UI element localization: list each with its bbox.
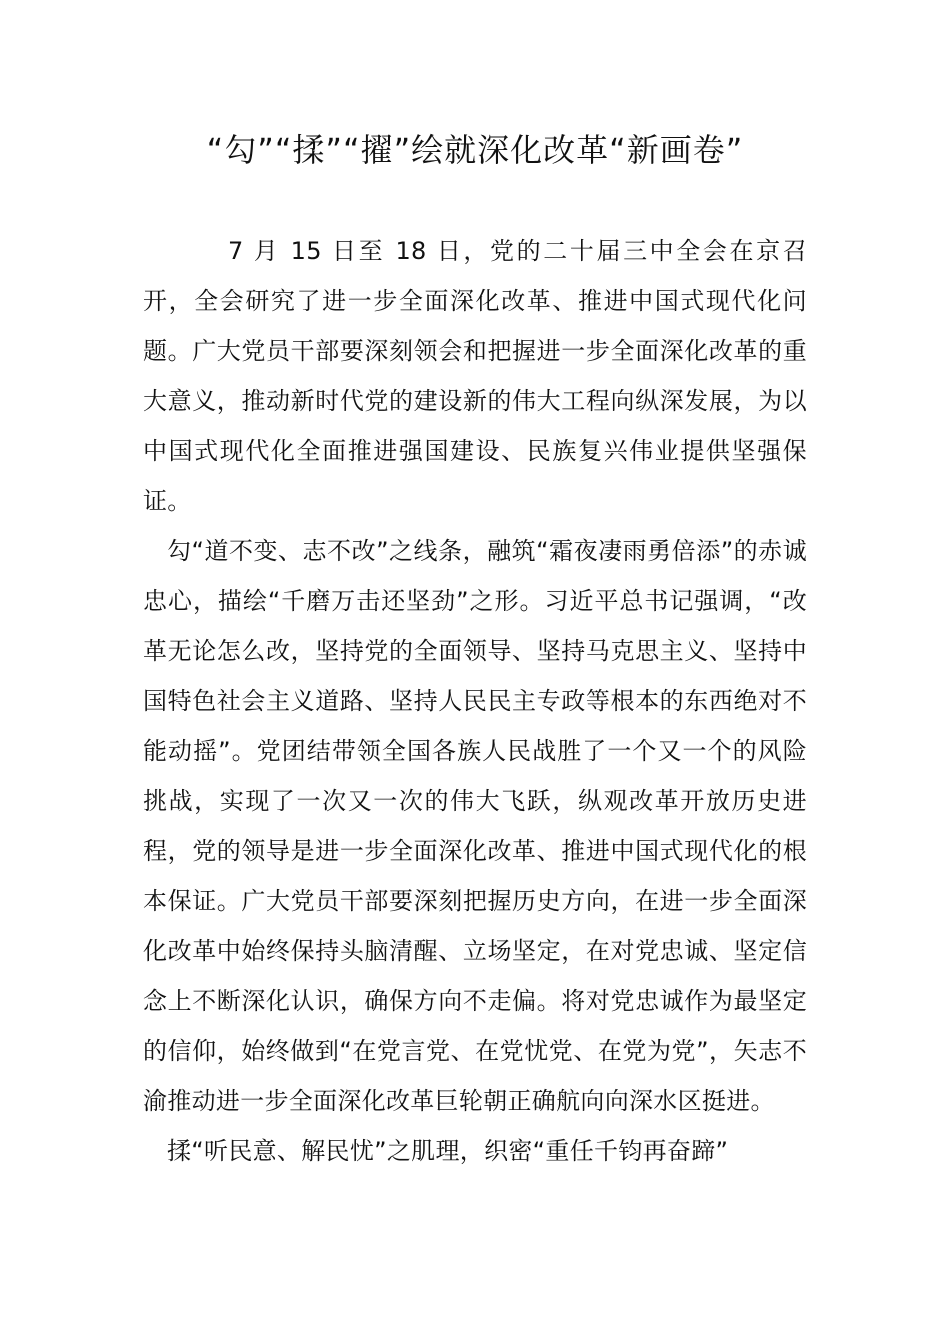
document-body — [143, 226, 807, 1176]
paragraph-intro: 7 月 15 日至 18 日，党的二十届三中全会在京召开，全会研究了进一步全面深化改革、推进中国式现代化问题。广大党员干部要深刻领会和把握进一步全面深化改革的重大意义，推动新时代党的建设新的伟大工程向纵深发展，为以中国式现代化全面推进强国建设、民族复兴伟业提供坚强保证。 — [143, 237, 807, 515]
document-title: “勾”“揉”“擢”绘就深化改革“新画卷” — [206, 131, 744, 169]
paragraph-gou: 勾“道不变、志不改”之线条，融筑“霜夜凄雨勇倍添”的赤诚忠心，描绘“千磨万击还坚劲”之形。习近平总书记强调，“改革无论怎么改，坚持党的全面领导、坚持马克思主义、坚持中国特色社会主义道路、坚持人民民主专政等根本的东西绝对不能动摇”。党团结带领全国各族人民战胜了一个又一个的风险挑战，实现了一次又一次的伟大飞跃，纵观改革开放历史进程，党的领导是进一步全面深化改革、推进中国式现代化的根本保证。广大党员干部要深刻把握历史方向，在进一步全面深化改革中始终保持头脑清醒、立场坚定，在对党忠诚、坚定信念上不断深化认识，确保方向不走偏。将对党忠诚作为最坚定的信仰，始终做到“在党言党、在党忧党、在党为党”，矢志不渝推动进一步全面深化改革巨轮朝正确航向向深水区挺进。 — [143, 537, 808, 1115]
paragraph-rou: 揉“听民意、解民忧”之肌理，织密“重任千钧再奋蹄” — [167, 1137, 729, 1165]
